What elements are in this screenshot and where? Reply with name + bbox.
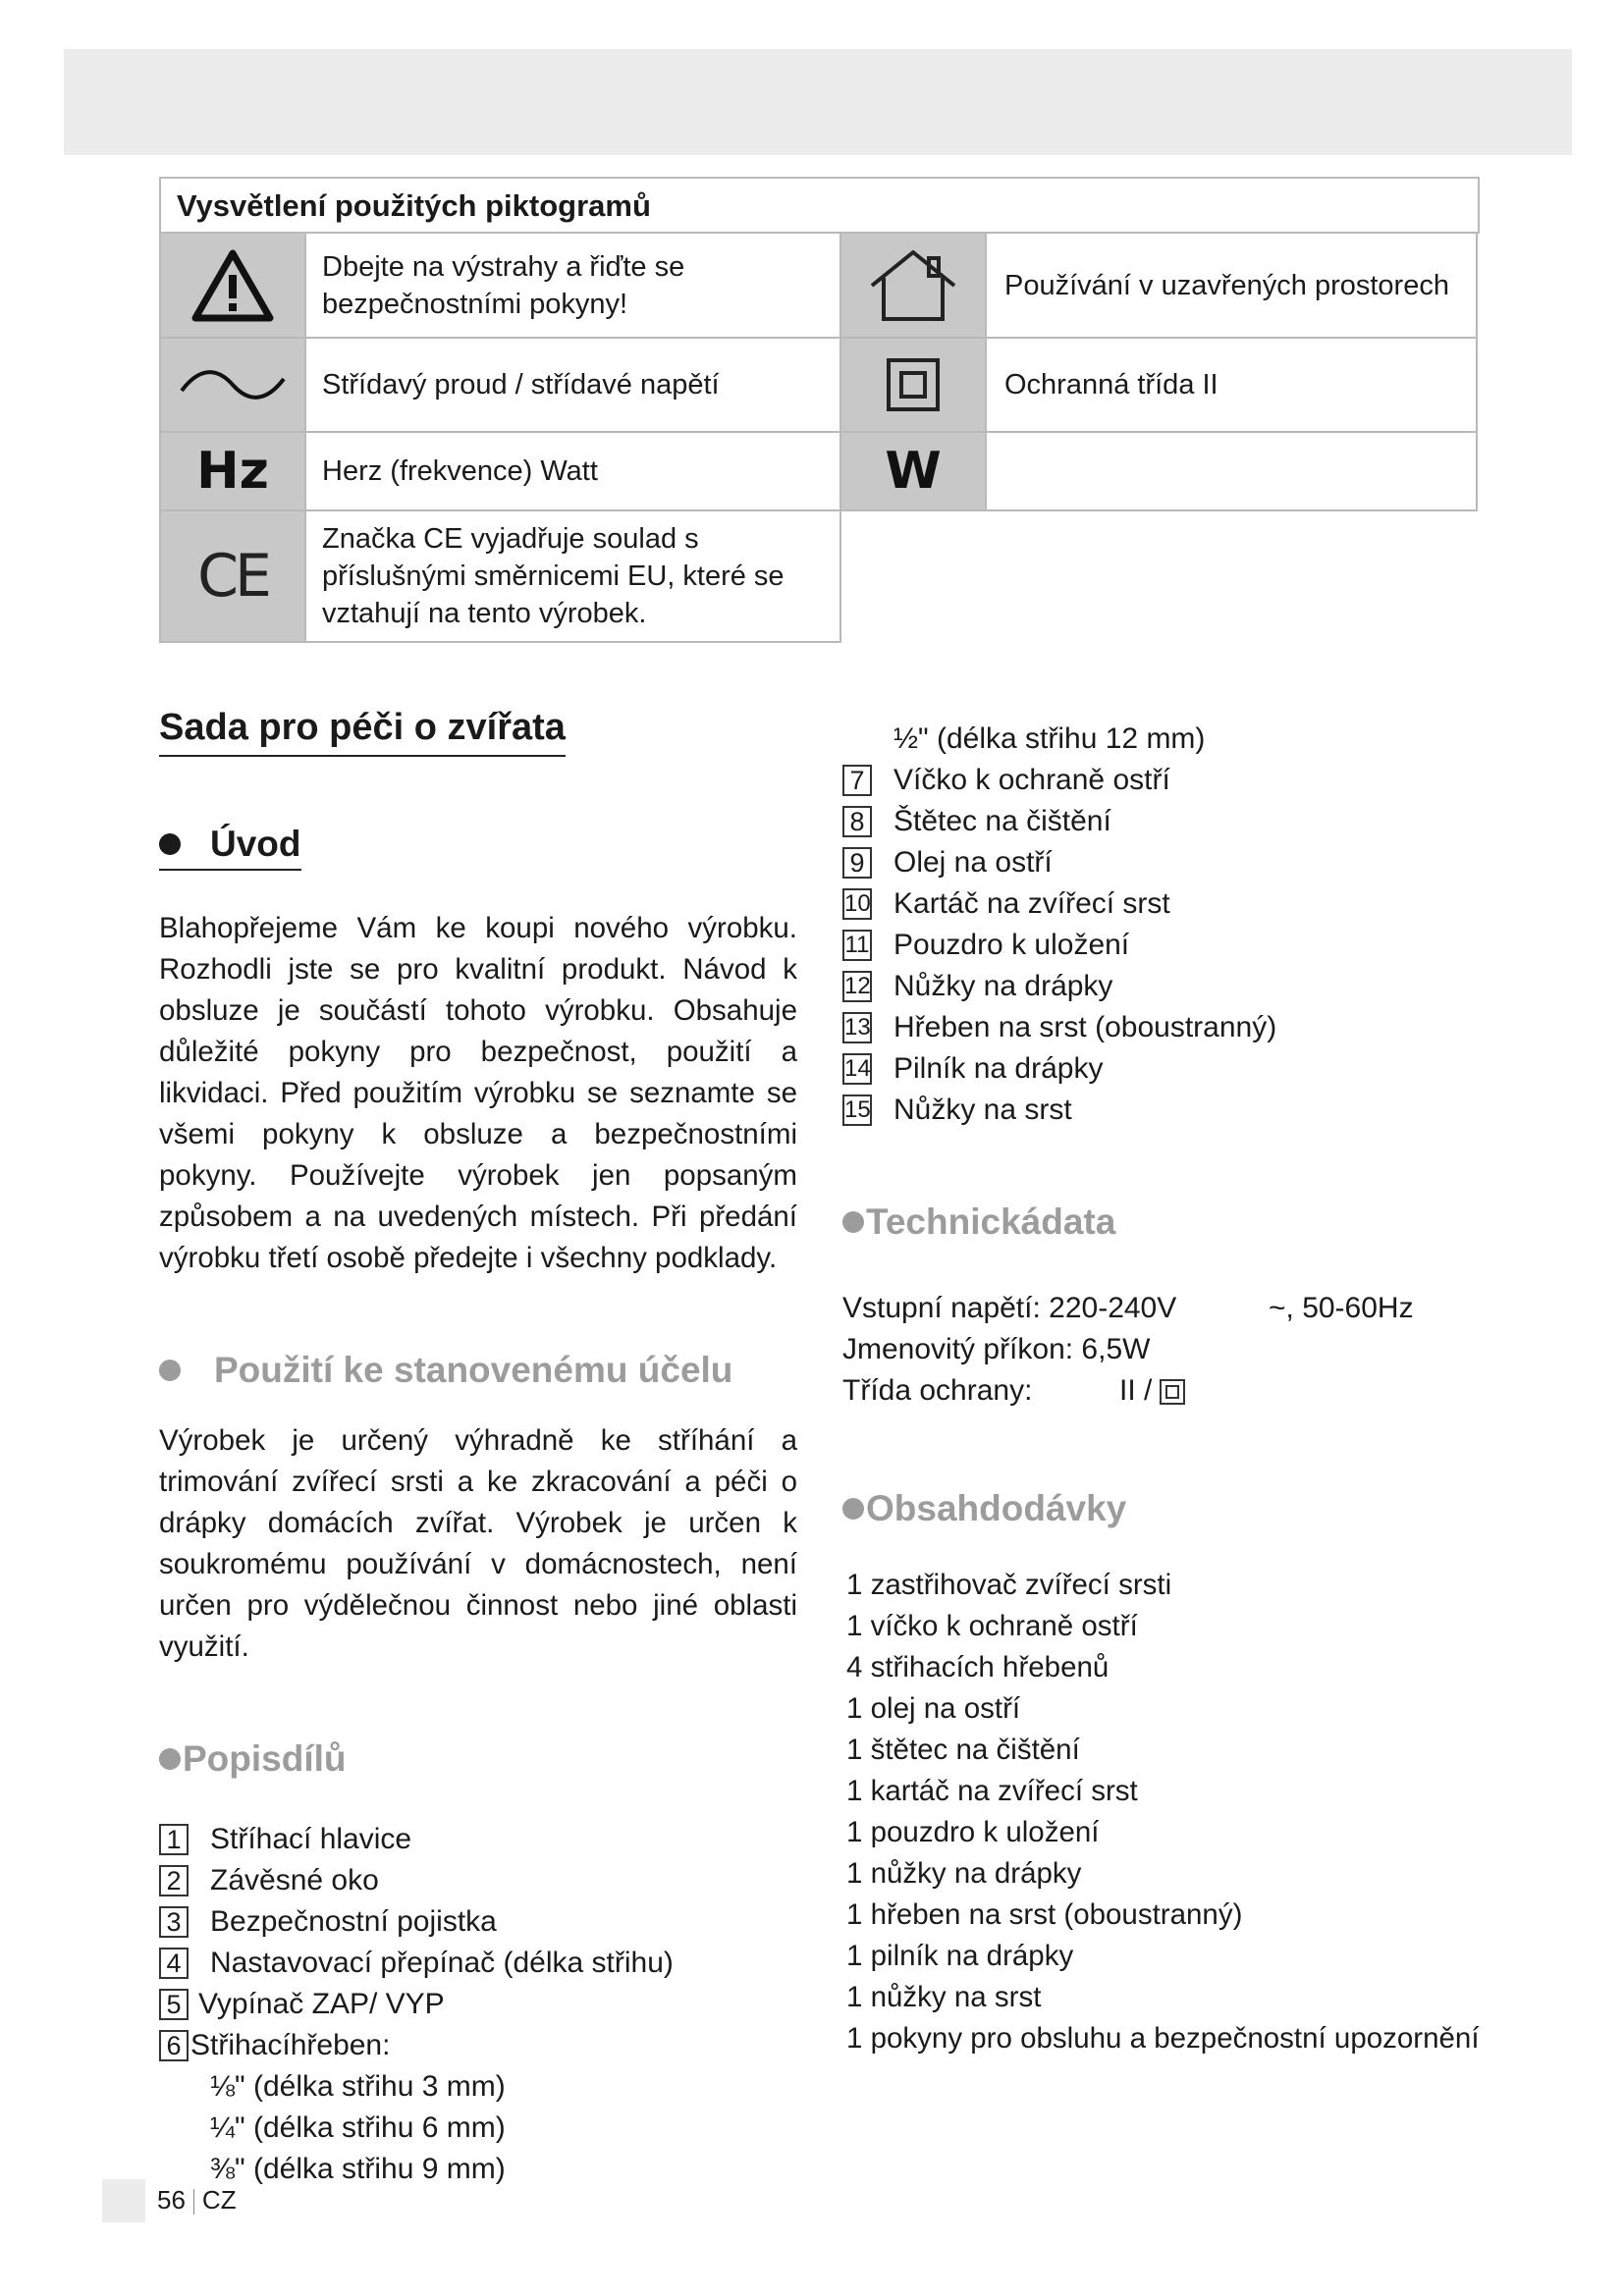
list-item: 4 střihacích hřebenů: [846, 1651, 1110, 1683]
pictogram-text: Herz (frekvence) Watt: [306, 433, 841, 511]
list-item: 1 nůžky na srst: [846, 1981, 1042, 2013]
list-item: [842, 883, 1530, 925]
list-item: [159, 1819, 797, 1860]
list-item: [159, 1984, 797, 2025]
parts-heading-text: Popisdílů: [183, 1738, 347, 1779]
bullet-icon: [842, 1498, 864, 1520]
tech-voltage-suffix: ~, 50-60Hz: [1269, 1292, 1414, 1324]
list-item: 1 štětec na čištění: [846, 1734, 1080, 1766]
header-band: [64, 49, 1572, 155]
tech-class: [842, 1370, 1530, 1412]
part-label: Štětec na čištění: [893, 805, 1111, 837]
bullet-icon: [842, 1211, 864, 1233]
part-number: 5: [159, 1989, 189, 2020]
part-number: 11: [842, 930, 872, 961]
tech-power: Jmenovitý příkon: 6,5W: [842, 1333, 1151, 1365]
list-item: 1 nůžky na drápky: [846, 1857, 1082, 1890]
parts-heading: [159, 1738, 797, 1780]
part-label: Stříhací hlavice: [210, 1823, 412, 1855]
part-number: 7: [842, 765, 872, 796]
list-item: 1 olej na ostří: [846, 1692, 1021, 1725]
intro-heading-text: Úvod: [210, 824, 301, 864]
intro-text: Blahopřejeme Vám ke koupi nového výrobku. Rozhodli jste se pro kvalitní produkt. Návod k obsluze je součástí tohoto výrobku. Obsahuje důležité pokyny pro bezpečnost, použití a likvidaci. Před použitím výrobku se seznamte se všemi pokyny k obsluze a bezpečnostními pokyny. Používejte výrobek jen popsaným způsobem a na uvedených místech. Při předání výrobku třetí osobě předejte i všechny podklady.: [159, 912, 797, 1274]
part-label: Pilník na drápky: [893, 1052, 1104, 1085]
ac-wave-icon: [161, 339, 306, 433]
pictogram-text: Dbejte na výstrahy a řiďte se bezpečnostními pokyny!: [306, 234, 841, 339]
pictogram-table: [159, 177, 1480, 643]
parts-list: [159, 1819, 797, 2066]
ce-mark-icon: [161, 511, 306, 643]
main-title: Sada pro péči o zvířata: [159, 707, 566, 757]
right-column: [842, 719, 1530, 2059]
part-number: 8: [842, 806, 872, 837]
intended-use-heading-text: Použití ke stanovenému účelu: [214, 1350, 733, 1390]
footer-tab: [102, 2179, 145, 2222]
house-icon: [841, 234, 987, 339]
list-item: 1 hřeben na srst (oboustranný): [846, 1898, 1243, 1931]
language-code: CZ: [201, 2185, 237, 2215]
pictogram-text: Značka CE vyjadřuje soulad s příslušnými směrnicemi EU, které se vztahují na tento výrobek.: [306, 511, 841, 643]
list-item: [842, 801, 1530, 842]
list-item: [842, 760, 1530, 801]
pictogram-table-title: Vysvětlení použitých piktogramů: [159, 177, 1480, 234]
hertz-symbol-text: Hz: [196, 442, 269, 501]
watt-symbol: [841, 433, 987, 511]
pictogram-text: Používání v uzavřených prostorech: [987, 234, 1478, 339]
part-number: 14: [842, 1053, 872, 1085]
contents-heading: [842, 1488, 1530, 1529]
parts-list-continued: [842, 760, 1530, 1131]
list-item: [842, 1048, 1530, 1090]
list-item: [842, 1007, 1530, 1048]
part-label: Kartáč na zvířecí srst: [893, 887, 1170, 920]
footer-divider: [193, 2189, 194, 2215]
contents-list: [842, 1565, 1530, 2059]
part-label: Střihacíhřeben:: [190, 2029, 391, 2061]
bullet-icon: [159, 1360, 181, 1381]
protection-class-ii-icon: [841, 339, 987, 433]
hertz-symbol: [161, 433, 306, 511]
comb-size: ¼" (délka střihu 6 mm): [210, 2111, 506, 2144]
page-number: 56: [157, 2185, 186, 2215]
bullet-icon: [159, 1748, 181, 1770]
left-column: [159, 707, 797, 2190]
bullet-icon: [159, 833, 181, 855]
intended-use-text: Výrobek je určený výhradně ke stříhání a trimování zvířecí srsti a ke zkracování a péči o drápky domácích zvířat. Výrobek je určen k soukromému používání v domácnostech, není určen pro výdělečnou činnost nebo jiné oblasti využití.: [159, 1424, 797, 1663]
part-label: Nastavovací přepínač (délka střihu): [210, 1947, 674, 1979]
part-number: 12: [842, 971, 872, 1002]
pictogram-text: Ochranná třída II: [987, 339, 1478, 433]
list-item: [842, 842, 1530, 883]
part-label: Bezpečnostní pojistka: [210, 1905, 497, 1938]
protection-class-ii-icon: [1159, 1378, 1186, 1406]
pictogram-row: [159, 339, 1480, 433]
warning-triangle-icon: [161, 234, 306, 339]
part-label: Víčko k ochraně ostří: [893, 764, 1170, 796]
page-footer: [157, 2185, 237, 2216]
part-label: Nůžky na drápky: [893, 970, 1113, 1002]
tech-class-label: Třída ochrany:: [842, 1374, 1033, 1407]
list-item: 1 kartáč na zvířecí srst: [846, 1775, 1138, 1807]
part-label: Olej na ostří: [893, 846, 1053, 879]
part-label: Závěsné oko: [210, 1864, 379, 1896]
part-number: 6: [159, 2030, 189, 2061]
pictogram-row: [159, 433, 1480, 511]
contents-heading-text: Obsahdodávky: [866, 1488, 1127, 1528]
comb-size: ⅜" (délka střihu 9 mm): [210, 2153, 506, 2185]
list-item: 1 pouzdro k uložení: [846, 1816, 1100, 1848]
part-label: Pouzdro k uložení: [893, 929, 1130, 961]
list-item: [159, 1901, 797, 1943]
tech-class-value: II /: [1119, 1374, 1153, 1407]
part-number: 15: [842, 1095, 872, 1126]
part-label: Nůžky na srst: [893, 1094, 1072, 1126]
comb-size: ½" (délka střihu 12 mm): [893, 722, 1206, 755]
part-number: 10: [842, 888, 872, 920]
tech-heading: [842, 1201, 1530, 1243]
list-item: [842, 966, 1530, 1007]
list-item: 1 zastřihovač zvířecí srsti: [846, 1569, 1172, 1601]
part-number: 3: [159, 1906, 189, 1938]
watt-symbol-text: W: [885, 442, 942, 501]
list-item: [159, 1943, 797, 1984]
comb-size: ⅛" (délka střihu 3 mm): [210, 2070, 506, 2103]
list-item: [842, 925, 1530, 966]
intro-heading: [159, 824, 797, 871]
list-item: 1 víčko k ochraně ostří: [846, 1610, 1138, 1642]
list-item: [159, 1860, 797, 1901]
pictogram-row: [159, 234, 1480, 339]
list-item: 1 pilník na drápky: [846, 1940, 1074, 1972]
tech-voltage: [842, 1288, 1530, 1329]
pictogram-text: [987, 433, 1478, 511]
pictogram-text: Střídavý proud / střídavé napětí: [306, 339, 841, 433]
part-label: Vypínač ZAP/ VYP: [198, 1988, 445, 2020]
part-number: 4: [159, 1948, 189, 1979]
tech-voltage-label: Vstupní napětí: 220-240V: [842, 1292, 1177, 1324]
pictogram-row: [159, 511, 1480, 643]
list-item: 1 pokyny pro obsluhu a bezpečnostní upozornění: [846, 2022, 1480, 2055]
part-label: Hřeben na srst (oboustranný): [893, 1011, 1277, 1043]
part-number: 2: [159, 1865, 189, 1896]
tech-heading-text: Technickádata: [866, 1201, 1116, 1242]
intended-use-heading: [159, 1350, 797, 1391]
part-number: 13: [842, 1012, 872, 1043]
part-number: 1: [159, 1824, 189, 1855]
list-item: [159, 2025, 797, 2066]
part-number: 9: [842, 847, 872, 879]
ce-mark-text: CE: [197, 542, 268, 611]
list-item: [842, 1090, 1530, 1131]
